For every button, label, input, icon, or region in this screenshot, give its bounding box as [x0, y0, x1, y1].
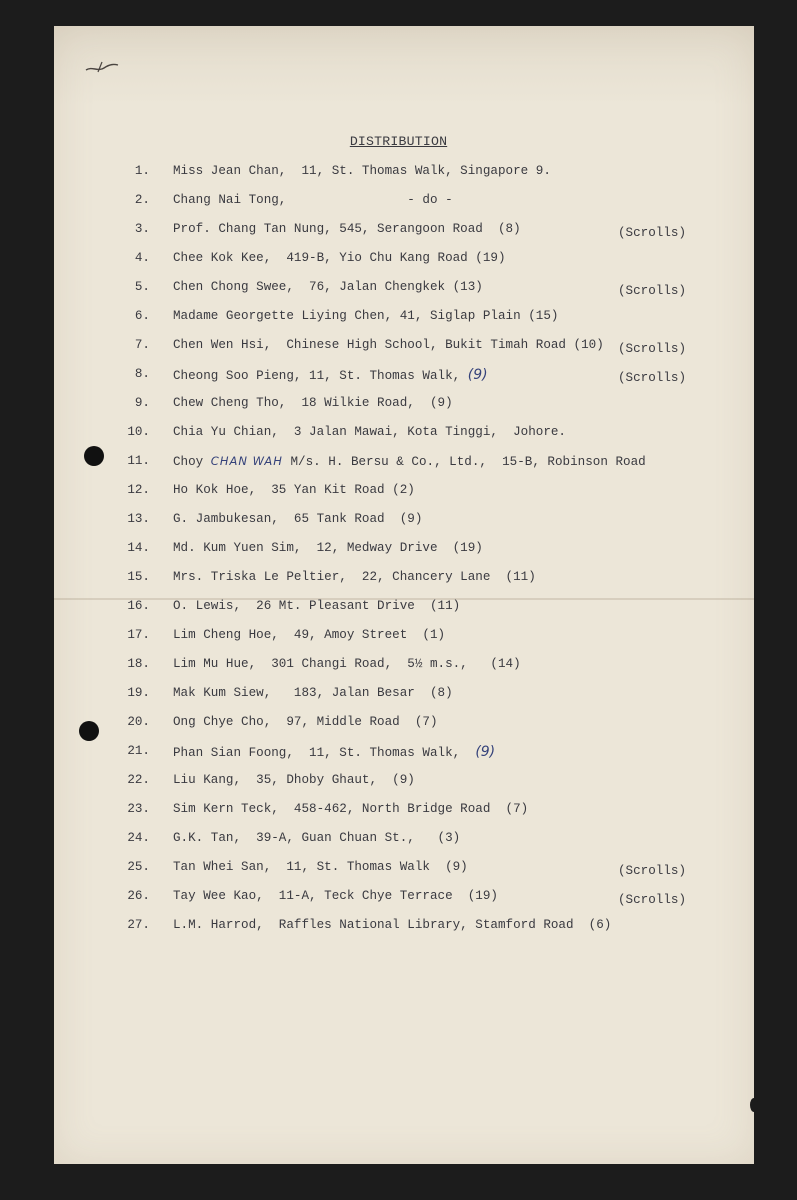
- entry-number: 7.: [134, 338, 150, 352]
- list-item: [0, 802, 797, 822]
- entry-number: 13.: [127, 512, 150, 526]
- entry-text: [173, 918, 611, 932]
- list-item: [0, 280, 797, 300]
- scrolls-note: (Scrolls): [618, 893, 687, 907]
- entry-number: 26.: [127, 889, 150, 903]
- entry-text: [173, 802, 528, 816]
- entry-number: 5.: [134, 280, 150, 294]
- list-item: [0, 570, 797, 590]
- entry-text: [173, 715, 438, 729]
- entry-number: 19.: [127, 686, 150, 700]
- entry-text: [173, 599, 460, 613]
- entry-number: 9.: [134, 396, 150, 410]
- handwritten-annotation: CHAN WAH: [210, 454, 283, 468]
- pencil-mark-icon: [84, 60, 120, 74]
- entry-number: 2.: [134, 193, 150, 207]
- scrolls-note: (Scrolls): [618, 226, 687, 240]
- handwritten-annotation: (9): [467, 367, 488, 383]
- list-item: [0, 425, 797, 445]
- entry-details: Liu Kang, 35, Dhoby Ghaut, (9): [173, 773, 415, 787]
- scrolls-note: (Scrolls): [618, 864, 687, 878]
- entry-text: [173, 512, 422, 526]
- entry-details: Sim Kern Teck, 458-462, North Bridge Road (7): [173, 802, 529, 816]
- entry-address: M/s. H. Bersu & Co., Ltd., 15-B, Robinson Road: [282, 455, 646, 469]
- entry-number: 16.: [127, 599, 150, 613]
- list-item: [0, 744, 797, 764]
- entry-details: G.K. Tan, 39-A, Guan Chuan St., (3): [173, 831, 461, 845]
- entry-details: Ong Chye Cho, 97, Middle Road (7): [173, 715, 438, 729]
- entry-text: [173, 541, 483, 555]
- entry-details: Ho Kok Hoe, 35 Yan Kit Road (2): [173, 483, 415, 497]
- entry-text: [173, 657, 521, 671]
- entry-text: [173, 367, 488, 383]
- entry-details: Tan Whei San, 11, St. Thomas Walk (9): [173, 860, 468, 874]
- entry-text: [173, 454, 646, 469]
- list-item: [0, 454, 797, 474]
- list-item: [0, 918, 797, 938]
- entry-text: [173, 889, 498, 903]
- entry-details: Chen Chong Swee, 76, Jalan Chengkek (13): [173, 280, 483, 294]
- entry-number: 10.: [127, 425, 150, 439]
- list-item: [0, 773, 797, 793]
- entry-details: Madame Georgette Liying Chen, 41, Siglap Plain (15): [173, 309, 559, 323]
- entry-number: 17.: [127, 628, 150, 642]
- list-item: [0, 657, 797, 677]
- entry-details: Mrs. Triska Le Peltier, 22, Chancery Lane (11): [173, 570, 536, 584]
- entry-text: [173, 164, 551, 178]
- page-edge-tear: [750, 1098, 758, 1112]
- entry-text: [173, 251, 506, 265]
- scrolls-note: (Scrolls): [618, 371, 687, 385]
- list-item: [0, 686, 797, 706]
- entry-details: Chen Wen Hsi, Chinese High School, Bukit Timah Road (10): [173, 338, 604, 352]
- entry-number: 15.: [127, 570, 150, 584]
- list-item: [0, 599, 797, 619]
- entry-details: Md. Kum Yuen Sim, 12, Medway Drive (19): [173, 541, 483, 555]
- entry-text: [173, 860, 468, 874]
- handwritten-annotation: (9): [475, 744, 496, 760]
- list-item: [0, 309, 797, 329]
- entry-number: 6.: [134, 309, 150, 323]
- entry-number: 18.: [127, 657, 150, 671]
- entry-number: 1.: [134, 164, 150, 178]
- list-item: [0, 860, 797, 880]
- entry-details: Chew Cheng Tho, 18 Wilkie Road, (9): [173, 396, 453, 410]
- entry-text: [173, 309, 558, 323]
- list-item: [0, 338, 797, 358]
- entry-details: Mak Kum Siew, 183, Jalan Besar (8): [173, 686, 453, 700]
- entry-text: [173, 425, 566, 439]
- entry-details: Chang Nai Tong, - do -: [173, 193, 453, 207]
- list-item: [0, 831, 797, 851]
- list-item: [0, 396, 797, 416]
- scrolls-note: (Scrolls): [618, 284, 687, 298]
- entry-name-prefix: Choy: [173, 455, 211, 469]
- document-title: DISTRIBUTION: [349, 134, 448, 149]
- entry-number: 8.: [134, 367, 150, 381]
- entry-text: [173, 773, 415, 787]
- entry-number: 24.: [127, 831, 150, 845]
- entry-number: 27.: [127, 918, 150, 932]
- list-item: [0, 193, 797, 213]
- entry-details: Lim Mu Hue, 301 Changi Road, 5½ m.s., (14): [173, 657, 521, 671]
- entry-text: [173, 483, 415, 497]
- entry-number: 14.: [127, 541, 150, 555]
- entry-number: 12.: [127, 483, 150, 497]
- list-item: [0, 251, 797, 271]
- entry-details: Phan Sian Foong, 11, St. Thomas Walk,: [173, 746, 476, 760]
- entry-number: 20.: [127, 715, 150, 729]
- entry-details: Chee Kok Kee, 419-B, Yio Chu Kang Road (19): [173, 251, 506, 265]
- entry-number: 3.: [134, 222, 150, 236]
- list-item: [0, 483, 797, 503]
- list-item: [0, 541, 797, 561]
- entry-text: [173, 222, 521, 236]
- entry-text: [173, 280, 483, 294]
- list-item: [0, 512, 797, 532]
- entry-details: Miss Jean Chan, 11, St. Thomas Walk, Singapore 9.: [173, 164, 551, 178]
- entry-text: [173, 744, 495, 760]
- entry-details: Cheong Soo Pieng, 11, St. Thomas Walk,: [173, 369, 468, 383]
- entry-details: Tay Wee Kao, 11-A, Teck Chye Terrace (19): [173, 889, 498, 903]
- entry-text: [173, 193, 453, 207]
- entry-text: [173, 686, 453, 700]
- list-item: [0, 889, 797, 909]
- entry-text: [173, 628, 445, 642]
- scrolls-note: (Scrolls): [618, 342, 687, 356]
- entry-details: G. Jambukesan, 65 Tank Road (9): [173, 512, 423, 526]
- entry-text: [173, 570, 536, 584]
- entry-details: Prof. Chang Tan Nung, 545, Serangoon Road (8): [173, 222, 521, 236]
- list-item: [0, 628, 797, 648]
- list-item: [0, 164, 797, 184]
- entry-number: 4.: [134, 251, 150, 265]
- entry-details: L.M. Harrod, Raffles National Library, Stamford Road (6): [173, 918, 612, 932]
- entry-details: Chia Yu Chian, 3 Jalan Mawai, Kota Tinggi, Johore.: [173, 425, 566, 439]
- entry-number: 23.: [127, 802, 150, 816]
- list-item: [0, 222, 797, 242]
- entry-number: 22.: [127, 773, 150, 787]
- entry-number: 25.: [127, 860, 150, 874]
- entry-number: 11.: [127, 454, 150, 468]
- entry-number: 21.: [127, 744, 150, 758]
- entry-text: [173, 831, 460, 845]
- list-item: [0, 715, 797, 735]
- entry-details: Lim Cheng Hoe, 49, Amoy Street (1): [173, 628, 446, 642]
- entry-details: O. Lewis, 26 Mt. Pleasant Drive (11): [173, 599, 461, 613]
- entry-text: [173, 396, 453, 410]
- entry-text: [173, 338, 604, 352]
- list-item: [0, 367, 797, 387]
